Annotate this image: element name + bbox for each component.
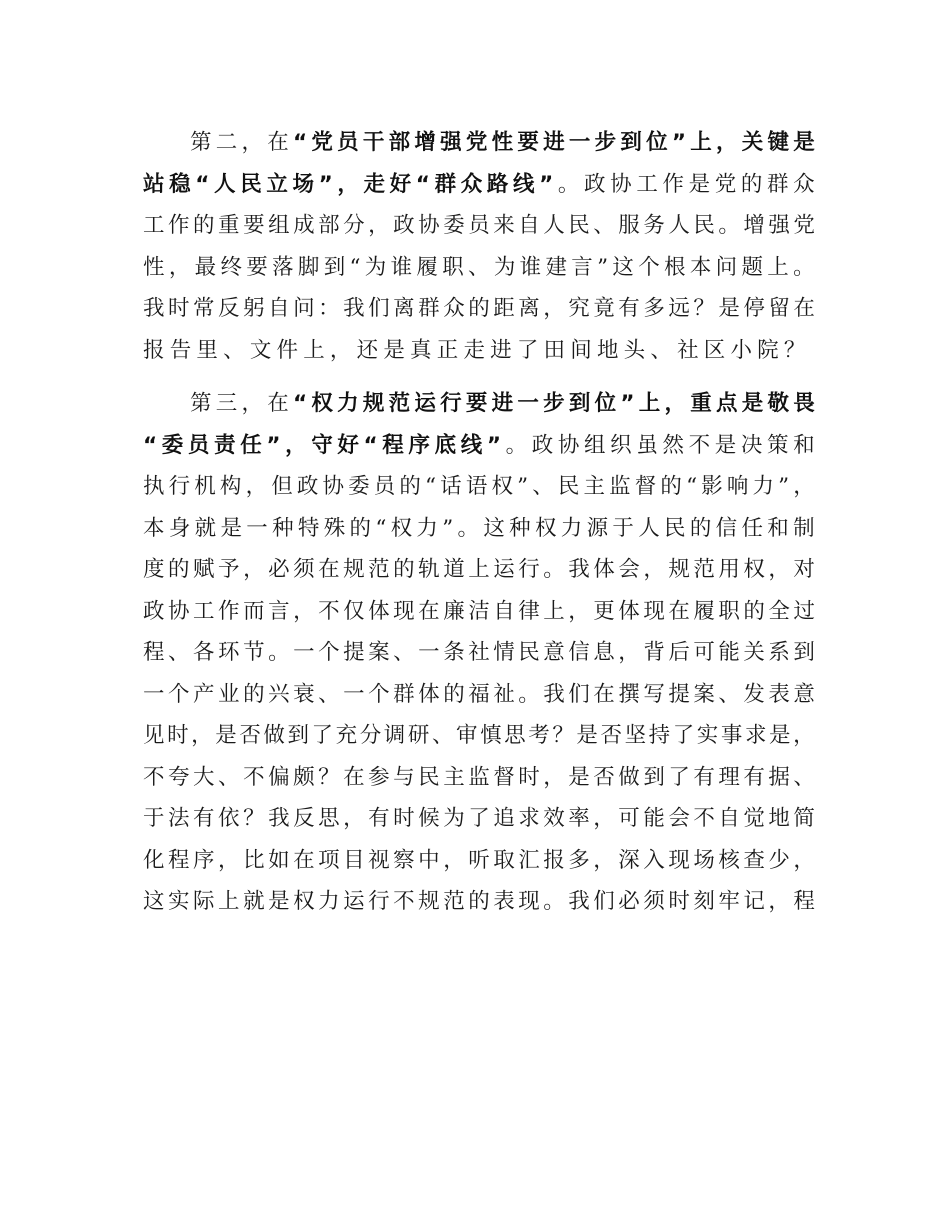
text-line: 不 夸 大 、 不 偏 颇 ？ 在 参 与 民 主 监 督 时 ， 是 否 做 到 了 有 理 有 据 、 [143,764,815,790]
text-line: 我 时 常 反 躬 自 问 ： 我 们 离 群 众 的 距 离 ， 究 竟 有 多 远 ？ 是 停 留 在 [143,296,815,321]
text-line: 站 稳 “ 人 民 立 场 ” ， 走 好 “ 群 众 路 线 ” 。 政 协 工 作 是 党 的 群 众 [143,171,815,197]
text-line: 见 时 ， 是 否 做 到 了 充 分 调 研 、 审 慎 思 考 ？ 是 否 坚 持 了 实 事 求 是 ， [143,723,815,748]
text-line: 第 二 ， 在 “ 党 员 干 部 增 强 党 性 要 进 一 步 到 位 ” 上 ， 关 键 是 [190,130,815,155]
text-line: 一 个 产 业 的 兴 衰 、 一 个 群 体 的 福 祉 。 我 们 在 撰 写 提 案 、 发 表 意 [143,681,815,707]
text-line: 政 协 工 作 而 言 ， 不 仅 体 现 在 廉 洁 自 律 上 ， 更 体 现 在 履 职 的 全 过 [143,598,815,624]
text-line: 报 告 里 、 文 件 上 ， 还 是 真 正 走 进 了 田 间 地 头 、 社 区 小 院 ？ [143,337,806,363]
text-line: 度 的 赋 予 ， 必 须 在 规 范 的 轨 道 上 运 行 。 我 体 会 ， 规 范 用 权 ， 对 [143,557,815,582]
text-line: 本 身 就 是 一 种 特 殊 的 “ 权 力 ” 。 这 种 权 力 源 于 人 民 的 信 任 和 制 [143,515,815,541]
text-line: 程 、 各 环 节 。 一 个 提 案 、 一 条 社 情 民 意 信 息 ， 背 后 可 能 关 系 到 [143,640,815,665]
text-line: 执 行 机 构 ， 但 政 协 委 员 的 “ 话 语 权 ” 、 民 主 监 督 的 “ 影 响 力 ” ， [143,474,815,499]
paragraph [143,122,815,371]
text-line: 第 三 ， 在 “ 权 力 规 范 运 行 要 进 一 步 到 位 ” 上 ， 重 点 是 敬 畏 [190,391,815,416]
text-line: 化 程 序 ， 比 如 在 项 目 视 察 中 ， 听 取 汇 报 多 ， 深 入 现 场 核 查 少 ， [143,847,815,873]
text-line: 性 ， 最 终 要 落 脚 到 “ 为 谁 履 职 、 为 谁 建 言 ” 这 个 根 本 问 题 上 。 [143,254,815,280]
text-line: 这 实 际 上 就 是 权 力 运 行 不 规 范 的 表 现 。 我 们 必 须 时 刻 牢 记 ， 程 [143,889,815,914]
paragraph [143,383,815,923]
text-line: 于 法 有 依 ？ 我 反 思 ， 有 时 候 为 了 追 求 效 率 ， 可 能 会 不 自 觉 地 简 [143,806,815,831]
text-line: 工 作 的 重 要 组 成 部 分 ， 政 协 委 员 来 自 人 民 、 服 务 人 民 。 增 强 党 [143,213,815,238]
text-line: “ 委 员 责 任 ” ， 守 好 “ 程 序 底 线 ” 。 政 协 组 织 虽 然 不 是 决 策 和 [143,432,815,458]
document-body [143,122,815,923]
